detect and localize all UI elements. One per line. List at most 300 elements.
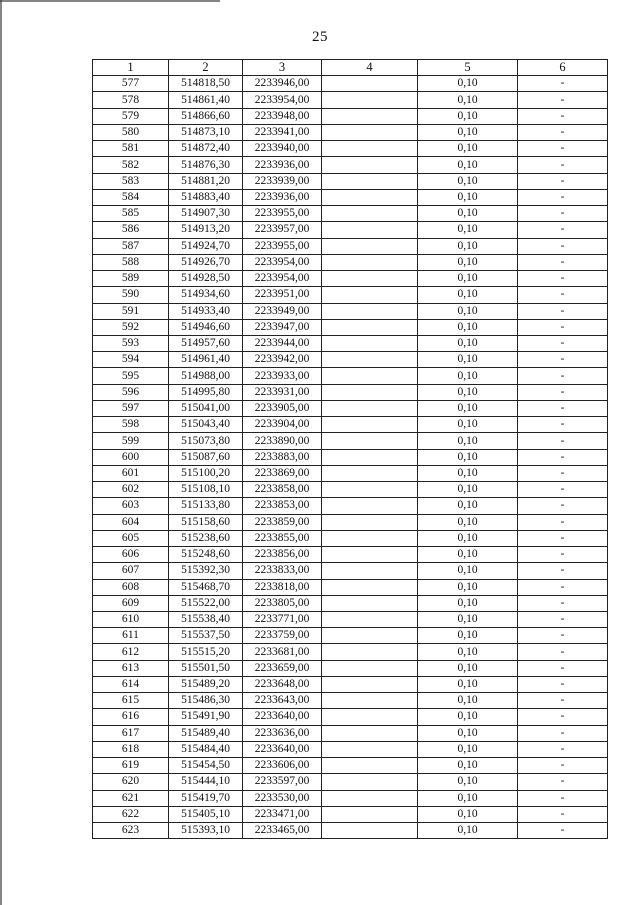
- cell-column-4: [322, 76, 418, 92]
- cell-x-coordinate: 514926,70: [169, 254, 243, 270]
- cell-point-number: 585: [93, 206, 169, 222]
- cell-point-number: 595: [93, 368, 169, 384]
- cell-x-coordinate: 515158,60: [169, 514, 243, 530]
- cell-value: 0,10: [418, 254, 518, 270]
- cell-note: -: [518, 790, 608, 806]
- cell-note: -: [518, 157, 608, 173]
- cell-value: 0,10: [418, 319, 518, 335]
- cell-note: -: [518, 368, 608, 384]
- cell-column-4: [322, 189, 418, 205]
- cell-y-coordinate: 2233597,00: [243, 774, 322, 790]
- cell-value: 0,10: [418, 238, 518, 254]
- table-row: [93, 352, 608, 368]
- cell-x-coordinate: 515041,00: [169, 400, 243, 416]
- cell-x-coordinate: 515489,40: [169, 725, 243, 741]
- table-row: [93, 498, 608, 514]
- table-row: [93, 790, 608, 806]
- table-row: [93, 563, 608, 579]
- header-col-3: 3: [243, 60, 322, 76]
- cell-y-coordinate: 2233947,00: [243, 319, 322, 335]
- cell-y-coordinate: 2233948,00: [243, 108, 322, 124]
- cell-x-coordinate: 515393,10: [169, 823, 243, 839]
- cell-y-coordinate: 2233954,00: [243, 254, 322, 270]
- cell-point-number: 618: [93, 741, 169, 757]
- table-row: [93, 335, 608, 351]
- cell-y-coordinate: 2233936,00: [243, 157, 322, 173]
- cell-column-4: [322, 628, 418, 644]
- cell-point-number: 596: [93, 384, 169, 400]
- cell-note: -: [518, 579, 608, 595]
- cell-value: 0,10: [418, 579, 518, 595]
- cell-note: -: [518, 693, 608, 709]
- cell-y-coordinate: 2233853,00: [243, 498, 322, 514]
- cell-y-coordinate: 2233883,00: [243, 449, 322, 465]
- cell-value: 0,10: [418, 287, 518, 303]
- cell-x-coordinate: 515491,90: [169, 709, 243, 725]
- table-row: [93, 433, 608, 449]
- table-row: [93, 644, 608, 660]
- cell-note: -: [518, 465, 608, 481]
- cell-value: 0,10: [418, 595, 518, 611]
- coordinates-table: [92, 59, 608, 839]
- cell-note: -: [518, 628, 608, 644]
- cell-x-coordinate: 515454,50: [169, 758, 243, 774]
- cell-note: -: [518, 400, 608, 416]
- cell-x-coordinate: 514924,70: [169, 238, 243, 254]
- cell-y-coordinate: 2233818,00: [243, 579, 322, 595]
- cell-point-number: 622: [93, 806, 169, 822]
- cell-y-coordinate: 2233954,00: [243, 92, 322, 108]
- cell-x-coordinate: 514934,60: [169, 287, 243, 303]
- cell-column-4: [322, 644, 418, 660]
- table-row: [93, 108, 608, 124]
- cell-x-coordinate: 515073,80: [169, 433, 243, 449]
- cell-column-4: [322, 303, 418, 319]
- cell-point-number: 612: [93, 644, 169, 660]
- cell-note: -: [518, 806, 608, 822]
- cell-note: -: [518, 108, 608, 124]
- cell-point-number: 593: [93, 335, 169, 351]
- cell-y-coordinate: 2233941,00: [243, 124, 322, 140]
- cell-y-coordinate: 2233944,00: [243, 335, 322, 351]
- cell-x-coordinate: 514933,40: [169, 303, 243, 319]
- header-col-5: 5: [418, 60, 518, 76]
- table-row: [93, 319, 608, 335]
- table-row: [93, 595, 608, 611]
- cell-y-coordinate: 2233954,00: [243, 271, 322, 287]
- cell-column-4: [322, 709, 418, 725]
- cell-point-number: 587: [93, 238, 169, 254]
- cell-value: 0,10: [418, 141, 518, 157]
- cell-y-coordinate: 2233759,00: [243, 628, 322, 644]
- cell-y-coordinate: 2233833,00: [243, 563, 322, 579]
- cell-point-number: 615: [93, 693, 169, 709]
- cell-note: -: [518, 238, 608, 254]
- cell-value: 0,10: [418, 76, 518, 92]
- cell-column-4: [322, 790, 418, 806]
- cell-column-4: [322, 465, 418, 481]
- table-row: [93, 758, 608, 774]
- cell-note: -: [518, 173, 608, 189]
- cell-note: -: [518, 741, 608, 757]
- cell-value: 0,10: [418, 547, 518, 563]
- table-row: [93, 287, 608, 303]
- cell-point-number: 609: [93, 595, 169, 611]
- cell-note: -: [518, 660, 608, 676]
- cell-column-4: [322, 514, 418, 530]
- cell-value: 0,10: [418, 482, 518, 498]
- cell-x-coordinate: 515238,60: [169, 530, 243, 546]
- cell-point-number: 582: [93, 157, 169, 173]
- cell-y-coordinate: 2233955,00: [243, 206, 322, 222]
- cell-value: 0,10: [418, 189, 518, 205]
- header-col-2: 2: [169, 60, 243, 76]
- cell-value: 0,10: [418, 303, 518, 319]
- cell-y-coordinate: 2233530,00: [243, 790, 322, 806]
- cell-note: -: [518, 271, 608, 287]
- cell-x-coordinate: 515444,10: [169, 774, 243, 790]
- cell-x-coordinate: 514913,20: [169, 222, 243, 238]
- cell-y-coordinate: 2233465,00: [243, 823, 322, 839]
- table-row: [93, 368, 608, 384]
- cell-x-coordinate: 515248,60: [169, 547, 243, 563]
- table-row: [93, 206, 608, 222]
- cell-column-4: [322, 482, 418, 498]
- table-row: [93, 823, 608, 839]
- cell-point-number: 589: [93, 271, 169, 287]
- cell-value: 0,10: [418, 400, 518, 416]
- cell-note: -: [518, 189, 608, 205]
- cell-column-4: [322, 108, 418, 124]
- cell-y-coordinate: 2233931,00: [243, 384, 322, 400]
- cell-y-coordinate: 2233659,00: [243, 660, 322, 676]
- cell-column-4: [322, 254, 418, 270]
- cell-point-number: 604: [93, 514, 169, 530]
- table-row: [93, 238, 608, 254]
- cell-y-coordinate: 2233858,00: [243, 482, 322, 498]
- table-row: [93, 579, 608, 595]
- cell-value: 0,10: [418, 530, 518, 546]
- cell-note: -: [518, 206, 608, 222]
- cell-column-4: [322, 400, 418, 416]
- cell-x-coordinate: 514872,40: [169, 141, 243, 157]
- cell-value: 0,10: [418, 498, 518, 514]
- cell-note: -: [518, 709, 608, 725]
- table-row: [93, 482, 608, 498]
- cell-value: 0,10: [418, 352, 518, 368]
- cell-column-4: [322, 287, 418, 303]
- cell-y-coordinate: 2233640,00: [243, 741, 322, 757]
- scan-top-edge: [0, 0, 220, 2]
- cell-note: -: [518, 92, 608, 108]
- cell-note: -: [518, 530, 608, 546]
- cell-note: -: [518, 417, 608, 433]
- cell-point-number: 599: [93, 433, 169, 449]
- cell-y-coordinate: 2233859,00: [243, 514, 322, 530]
- cell-note: -: [518, 287, 608, 303]
- cell-value: 0,10: [418, 660, 518, 676]
- cell-column-4: [322, 335, 418, 351]
- cell-x-coordinate: 514866,60: [169, 108, 243, 124]
- table-row: [93, 676, 608, 692]
- cell-y-coordinate: 2233636,00: [243, 725, 322, 741]
- cell-column-4: [322, 774, 418, 790]
- cell-column-4: [322, 579, 418, 595]
- cell-x-coordinate: 515515,20: [169, 644, 243, 660]
- cell-x-coordinate: 514957,60: [169, 335, 243, 351]
- table-header-row: [93, 60, 608, 76]
- cell-y-coordinate: 2233955,00: [243, 238, 322, 254]
- cell-column-4: [322, 530, 418, 546]
- cell-y-coordinate: 2233606,00: [243, 758, 322, 774]
- cell-x-coordinate: 515522,00: [169, 595, 243, 611]
- cell-x-coordinate: 514961,40: [169, 352, 243, 368]
- cell-y-coordinate: 2233933,00: [243, 368, 322, 384]
- cell-y-coordinate: 2233951,00: [243, 287, 322, 303]
- table-row: [93, 157, 608, 173]
- cell-value: 0,10: [418, 725, 518, 741]
- cell-point-number: 588: [93, 254, 169, 270]
- cell-point-number: 581: [93, 141, 169, 157]
- cell-column-4: [322, 498, 418, 514]
- cell-column-4: [322, 823, 418, 839]
- cell-point-number: 580: [93, 124, 169, 140]
- table-row: [93, 92, 608, 108]
- cell-x-coordinate: 515087,60: [169, 449, 243, 465]
- cell-column-4: [322, 368, 418, 384]
- cell-value: 0,10: [418, 449, 518, 465]
- cell-value: 0,10: [418, 514, 518, 530]
- cell-value: 0,10: [418, 628, 518, 644]
- cell-x-coordinate: 515484,40: [169, 741, 243, 757]
- cell-point-number: 621: [93, 790, 169, 806]
- cell-x-coordinate: 515043,40: [169, 417, 243, 433]
- cell-point-number: 602: [93, 482, 169, 498]
- table-row: [93, 660, 608, 676]
- cell-x-coordinate: 515405,10: [169, 806, 243, 822]
- cell-point-number: 597: [93, 400, 169, 416]
- table-row: [93, 76, 608, 92]
- cell-y-coordinate: 2233805,00: [243, 595, 322, 611]
- cell-y-coordinate: 2233856,00: [243, 547, 322, 563]
- cell-note: -: [518, 303, 608, 319]
- cell-y-coordinate: 2233904,00: [243, 417, 322, 433]
- table-row: [93, 271, 608, 287]
- cell-point-number: 598: [93, 417, 169, 433]
- cell-value: 0,10: [418, 433, 518, 449]
- cell-note: -: [518, 823, 608, 839]
- cell-x-coordinate: 515501,50: [169, 660, 243, 676]
- cell-value: 0,10: [418, 124, 518, 140]
- cell-point-number: 577: [93, 76, 169, 92]
- cell-point-number: 579: [93, 108, 169, 124]
- cell-y-coordinate: 2233942,00: [243, 352, 322, 368]
- cell-point-number: 586: [93, 222, 169, 238]
- header-col-4: 4: [322, 60, 418, 76]
- cell-x-coordinate: 514928,50: [169, 271, 243, 287]
- cell-value: 0,10: [418, 465, 518, 481]
- cell-point-number: 616: [93, 709, 169, 725]
- cell-column-4: [322, 676, 418, 692]
- cell-note: -: [518, 482, 608, 498]
- cell-note: -: [518, 352, 608, 368]
- cell-note: -: [518, 384, 608, 400]
- cell-column-4: [322, 352, 418, 368]
- cell-note: -: [518, 222, 608, 238]
- cell-note: -: [518, 563, 608, 579]
- cell-point-number: 613: [93, 660, 169, 676]
- table-row: [93, 465, 608, 481]
- cell-column-4: [322, 319, 418, 335]
- cell-point-number: 592: [93, 319, 169, 335]
- cell-y-coordinate: 2233905,00: [243, 400, 322, 416]
- cell-value: 0,10: [418, 741, 518, 757]
- table-row: [93, 189, 608, 205]
- cell-x-coordinate: 515108,10: [169, 482, 243, 498]
- table-row: [93, 530, 608, 546]
- cell-x-coordinate: 514881,20: [169, 173, 243, 189]
- cell-column-4: [322, 222, 418, 238]
- cell-y-coordinate: 2233648,00: [243, 676, 322, 692]
- cell-note: -: [518, 725, 608, 741]
- table-row: [93, 774, 608, 790]
- cell-y-coordinate: 2233957,00: [243, 222, 322, 238]
- cell-note: -: [518, 319, 608, 335]
- cell-column-4: [322, 433, 418, 449]
- cell-column-4: [322, 563, 418, 579]
- table-row: [93, 725, 608, 741]
- cell-note: -: [518, 76, 608, 92]
- cell-x-coordinate: 515392,30: [169, 563, 243, 579]
- cell-point-number: 623: [93, 823, 169, 839]
- cell-column-4: [322, 124, 418, 140]
- cell-y-coordinate: 2233471,00: [243, 806, 322, 822]
- cell-note: -: [518, 124, 608, 140]
- cell-point-number: 606: [93, 547, 169, 563]
- table-row: [93, 628, 608, 644]
- cell-note: -: [518, 449, 608, 465]
- cell-column-4: [322, 206, 418, 222]
- cell-value: 0,10: [418, 335, 518, 351]
- cell-value: 0,10: [418, 693, 518, 709]
- cell-column-4: [322, 595, 418, 611]
- cell-x-coordinate: 515468,70: [169, 579, 243, 595]
- cell-x-coordinate: 514907,30: [169, 206, 243, 222]
- cell-x-coordinate: 514946,60: [169, 319, 243, 335]
- cell-column-4: [322, 141, 418, 157]
- cell-column-4: [322, 173, 418, 189]
- cell-x-coordinate: 515419,70: [169, 790, 243, 806]
- cell-x-coordinate: 515489,20: [169, 676, 243, 692]
- cell-x-coordinate: 515133,80: [169, 498, 243, 514]
- cell-point-number: 578: [93, 92, 169, 108]
- cell-y-coordinate: 2233869,00: [243, 465, 322, 481]
- cell-value: 0,10: [418, 92, 518, 108]
- cell-value: 0,10: [418, 173, 518, 189]
- cell-value: 0,10: [418, 611, 518, 627]
- cell-column-4: [322, 660, 418, 676]
- cell-note: -: [518, 676, 608, 692]
- cell-column-4: [322, 92, 418, 108]
- cell-column-4: [322, 741, 418, 757]
- cell-point-number: 605: [93, 530, 169, 546]
- cell-column-4: [322, 725, 418, 741]
- cell-value: 0,10: [418, 271, 518, 287]
- cell-y-coordinate: 2233946,00: [243, 76, 322, 92]
- cell-point-number: 620: [93, 774, 169, 790]
- cell-y-coordinate: 2233936,00: [243, 189, 322, 205]
- cell-x-coordinate: 514876,30: [169, 157, 243, 173]
- table-row: [93, 709, 608, 725]
- table-row: [93, 514, 608, 530]
- table-row: [93, 254, 608, 270]
- cell-value: 0,10: [418, 563, 518, 579]
- cell-point-number: 603: [93, 498, 169, 514]
- table-row: [93, 173, 608, 189]
- cell-x-coordinate: 515537,50: [169, 628, 243, 644]
- cell-point-number: 591: [93, 303, 169, 319]
- cell-value: 0,10: [418, 222, 518, 238]
- cell-column-4: [322, 417, 418, 433]
- cell-note: -: [518, 498, 608, 514]
- cell-x-coordinate: 515100,20: [169, 465, 243, 481]
- cell-column-4: [322, 157, 418, 173]
- cell-value: 0,10: [418, 676, 518, 692]
- cell-column-4: [322, 758, 418, 774]
- cell-value: 0,10: [418, 758, 518, 774]
- cell-value: 0,10: [418, 774, 518, 790]
- cell-column-4: [322, 238, 418, 254]
- cell-y-coordinate: 2233643,00: [243, 693, 322, 709]
- cell-x-coordinate: 514861,40: [169, 92, 243, 108]
- cell-x-coordinate: 514995,80: [169, 384, 243, 400]
- cell-column-4: [322, 806, 418, 822]
- cell-point-number: 608: [93, 579, 169, 595]
- cell-column-4: [322, 547, 418, 563]
- cell-note: -: [518, 611, 608, 627]
- header-col-1: 1: [93, 60, 169, 76]
- cell-y-coordinate: 2233771,00: [243, 611, 322, 627]
- table-row: [93, 611, 608, 627]
- table-row: [93, 741, 608, 757]
- cell-point-number: 611: [93, 628, 169, 644]
- cell-note: -: [518, 335, 608, 351]
- table-body: [93, 76, 608, 839]
- table-row: [93, 222, 608, 238]
- cell-value: 0,10: [418, 823, 518, 839]
- cell-x-coordinate: 514873,10: [169, 124, 243, 140]
- cell-point-number: 600: [93, 449, 169, 465]
- cell-value: 0,10: [418, 417, 518, 433]
- cell-column-4: [322, 693, 418, 709]
- table-row: [93, 124, 608, 140]
- cell-x-coordinate: 515486,30: [169, 693, 243, 709]
- cell-note: -: [518, 433, 608, 449]
- cell-value: 0,10: [418, 206, 518, 222]
- cell-value: 0,10: [418, 384, 518, 400]
- cell-point-number: 607: [93, 563, 169, 579]
- cell-point-number: 590: [93, 287, 169, 303]
- table-row: [93, 141, 608, 157]
- cell-note: -: [518, 774, 608, 790]
- cell-column-4: [322, 449, 418, 465]
- table-row: [93, 303, 608, 319]
- cell-point-number: 584: [93, 189, 169, 205]
- cell-point-number: 614: [93, 676, 169, 692]
- cell-value: 0,10: [418, 108, 518, 124]
- table-row: [93, 400, 608, 416]
- cell-value: 0,10: [418, 790, 518, 806]
